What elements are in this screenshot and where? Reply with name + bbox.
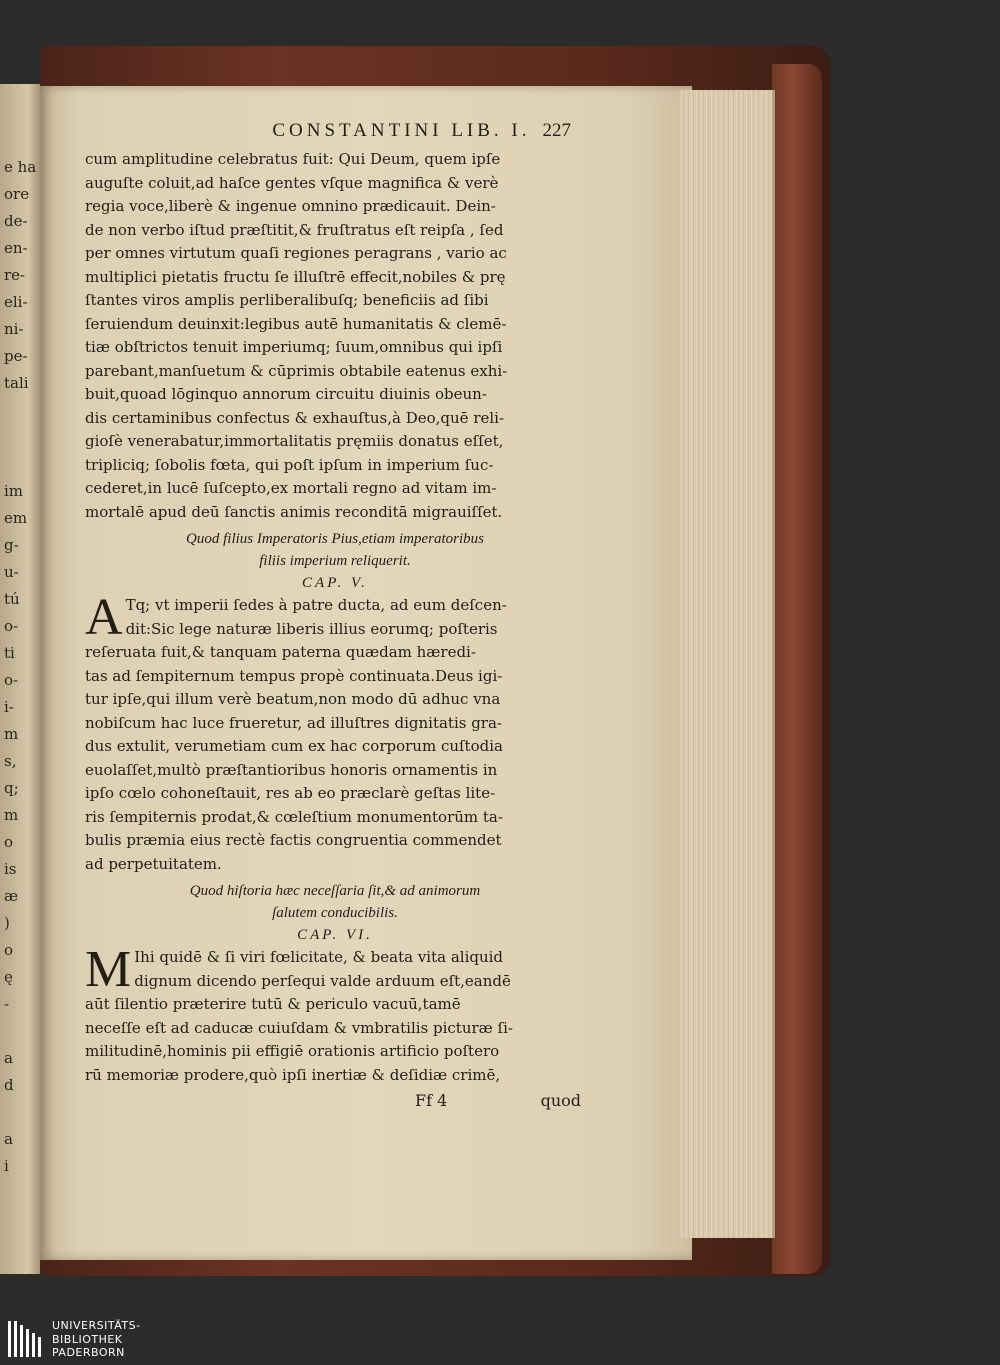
left-fragment: pe- — [4, 347, 28, 365]
left-fragment: de- — [4, 212, 28, 230]
text-line: Tq; vt imperii ſedes à patre ducta, ad eum deſcen- — [125, 596, 507, 614]
chapter-title-line: filiis imperium reliquerit. — [259, 553, 411, 569]
left-fragment: tali — [4, 374, 29, 392]
left-fragment — [4, 397, 40, 424]
running-header — [85, 120, 585, 142]
left-fragment: em — [4, 509, 28, 527]
left-fragment — [4, 1099, 40, 1126]
chapter-6-heading — [85, 880, 585, 946]
left-fragment: i — [4, 1157, 9, 1175]
left-fragment: o — [4, 941, 14, 959]
left-fragment: o — [4, 833, 14, 851]
text-line: gioſè venerabatur,immortalitatis pręmiis donatus eſſet, — [85, 432, 504, 450]
logo-line: BIBLIOTHEK — [52, 1332, 123, 1346]
left-fragment: ę — [4, 968, 13, 986]
text-line: bulis præmia eius rectè factis congruentia commendet — [85, 831, 502, 849]
text-line: neceſſe eſt ad caducæ cuiuſdam & vmbratilis picturæ ſi- — [85, 1018, 513, 1037]
text-line: cum amplitudine celebratus fuit: Qui Deum, quem ipſe — [85, 150, 501, 168]
left-fragment: æ — [4, 887, 19, 905]
left-fragment: im — [4, 482, 24, 500]
text-line: tur ipſe,qui illum verè beatum,non modo dū adhuc vna — [85, 690, 501, 708]
drop-cap: A — [85, 589, 123, 646]
left-fragment: q; — [4, 779, 19, 797]
library-logo-text — [52, 1319, 141, 1360]
left-fragment: a — [4, 1130, 13, 1148]
text-line: ſeruiendum deuinxit:legibus autē humanitatis & clemē- — [85, 314, 507, 333]
left-page-edge — [0, 84, 40, 1274]
paragraph-1 — [85, 148, 585, 524]
text-line: mortalē apud deū ſanctis animis reconditā migrauiſſet. — [85, 502, 503, 521]
text-line: aūt ſilentio præterire tutū & periculo vacuū,tamē — [85, 995, 461, 1013]
drop-cap: M — [85, 941, 132, 998]
left-fragment: g- — [4, 536, 19, 554]
text-line: Ihi quidē & ſi viri fœlicitate, & beata vita aliquid — [134, 948, 504, 966]
chapter-title-line: Quod filius Imperatoris Pius,etiam imperatoribus — [186, 531, 484, 547]
text-line: ipſo cœlo cohoneſtauit, res ab eo præclarè geſtas lite- — [85, 784, 496, 802]
text-line: ſtantes viros amplis perliberalibuſq; beneficiis ad ſibi — [85, 291, 489, 309]
text-line: dit:Sic lege naturæ liberis illius eorumq; poſteris — [125, 619, 498, 638]
text-line: de non verbo iſtud præſtitit,& fruſtratus eſt reipſa , ſed — [85, 220, 504, 239]
chapter-title-line: Quod hiſtoria hæc neceſſaria ſit,& ad animorum — [189, 883, 481, 899]
text-line: dis certaminibus confectus & exhauſtus,à Deo,quē reli- — [85, 408, 505, 427]
chapter-title-line: ſalutem conducibilis. — [272, 905, 398, 921]
catchword: quod — [540, 1091, 581, 1110]
chapter-number: CAP. VI. — [297, 927, 373, 943]
text-line: militudinē,hominis pii effigiē orationis artificio poſtero — [85, 1042, 500, 1060]
page-text — [85, 120, 585, 1110]
chapter-number: CAP. V. — [302, 575, 368, 591]
left-fragment: - — [4, 995, 10, 1013]
text-line: per omnes virtutum quaſi regiones peragrans , vario ac — [85, 244, 507, 262]
signature-mark: Ff 4 — [415, 1091, 448, 1110]
text-line: buit,quoad lōginquo annorum circuitu diuinis obeun- — [85, 385, 487, 403]
text-line: cederet,in lucē ſuſcepto,ex mortali regno ad vitam im- — [85, 479, 497, 497]
left-fragment: re- — [4, 266, 26, 284]
text-line: tas ad ſempiternum tempus propè continuata.Deus igi- — [85, 666, 503, 685]
text-line: ad perpetuitatem. — [85, 854, 222, 873]
left-fragment — [4, 424, 40, 451]
page-block-edges — [680, 90, 775, 1238]
left-page-text-fragments — [0, 84, 40, 1180]
left-fragment: ) — [4, 914, 10, 932]
page-number: 227 — [542, 120, 571, 141]
left-fragment: en- — [4, 239, 28, 257]
text-line: ris ſempiternis prodat,& cœleſtium monumentorūm ta- — [85, 807, 503, 826]
cover-edge — [772, 64, 822, 1274]
chapter-5-heading — [85, 528, 585, 594]
left-fragment: m — [4, 806, 19, 824]
page-footer — [85, 1091, 585, 1110]
header-title: CONSTANTINI LIB. I. — [272, 120, 531, 141]
library-logo-bar — [0, 1315, 1000, 1365]
library-logo-icon — [6, 1319, 46, 1361]
left-fragment — [4, 451, 40, 478]
left-fragment: a — [4, 1049, 13, 1067]
left-fragment: tú — [4, 590, 20, 608]
text-line: rū memoriæ prodere,quò ipſi inertiæ & deſidiæ crimē, — [85, 1065, 501, 1084]
text-line: euolaſſet,multò præſtantioribus honoris ornamentis in — [85, 760, 498, 779]
left-fragment: o- — [4, 671, 19, 689]
chapter-5-body — [85, 589, 585, 876]
text-line: parebant,manſuetum & cūprimis obtabile eatenus exhi- — [85, 361, 508, 380]
text-line: regia voce,liberè & ingenue omnino prædicauit. Dein- — [85, 197, 496, 215]
text-line: dignum dicendo perſequi valde arduum eſt,eandē — [134, 971, 511, 990]
left-fragment: d — [4, 1076, 14, 1094]
left-fragment: m — [4, 725, 19, 743]
left-fragment: ti — [4, 644, 15, 662]
text-line: dus extulit, verumetiam cum ex hac corporum cuſtodia — [85, 737, 503, 755]
text-line: nobiſcum hac luce frueretur, ad illuſtres dignitatis gra- — [85, 713, 502, 732]
text-line: tripliciq; ſobolis fœta, qui poſt ipſum in imperium ſuc- — [85, 455, 494, 474]
left-fragment: i- — [4, 698, 14, 716]
left-fragment: is — [4, 860, 17, 878]
logo-line: UNIVERSITÄTS- — [52, 1319, 141, 1332]
left-fragment: eli- — [4, 293, 28, 311]
left-fragment: e ha — [4, 158, 37, 176]
left-fragment: o- — [4, 617, 19, 635]
text-line: multiplici pietatis fructu ſe illuſtrē effecit,nobiles & prę — [85, 267, 506, 286]
left-fragment: s, — [4, 752, 17, 770]
text-line: auguſte coluit,ad haſce gentes vſque magnifica & verè — [85, 173, 499, 192]
left-fragment: ni- — [4, 320, 24, 338]
left-fragment: ore — [4, 185, 30, 203]
left-fragment — [4, 1018, 40, 1045]
logo-line: PADERBORN — [52, 1346, 125, 1359]
text-line: tiæ obſtrictos tenuit imperiumq; ſuum,omnibus qui ipſi — [85, 338, 503, 356]
chapter-6-body — [85, 941, 585, 1087]
text-line: reſeruata fuit,& tanquam paterna quædam hæredi- — [85, 643, 476, 661]
left-fragment: u- — [4, 563, 19, 581]
